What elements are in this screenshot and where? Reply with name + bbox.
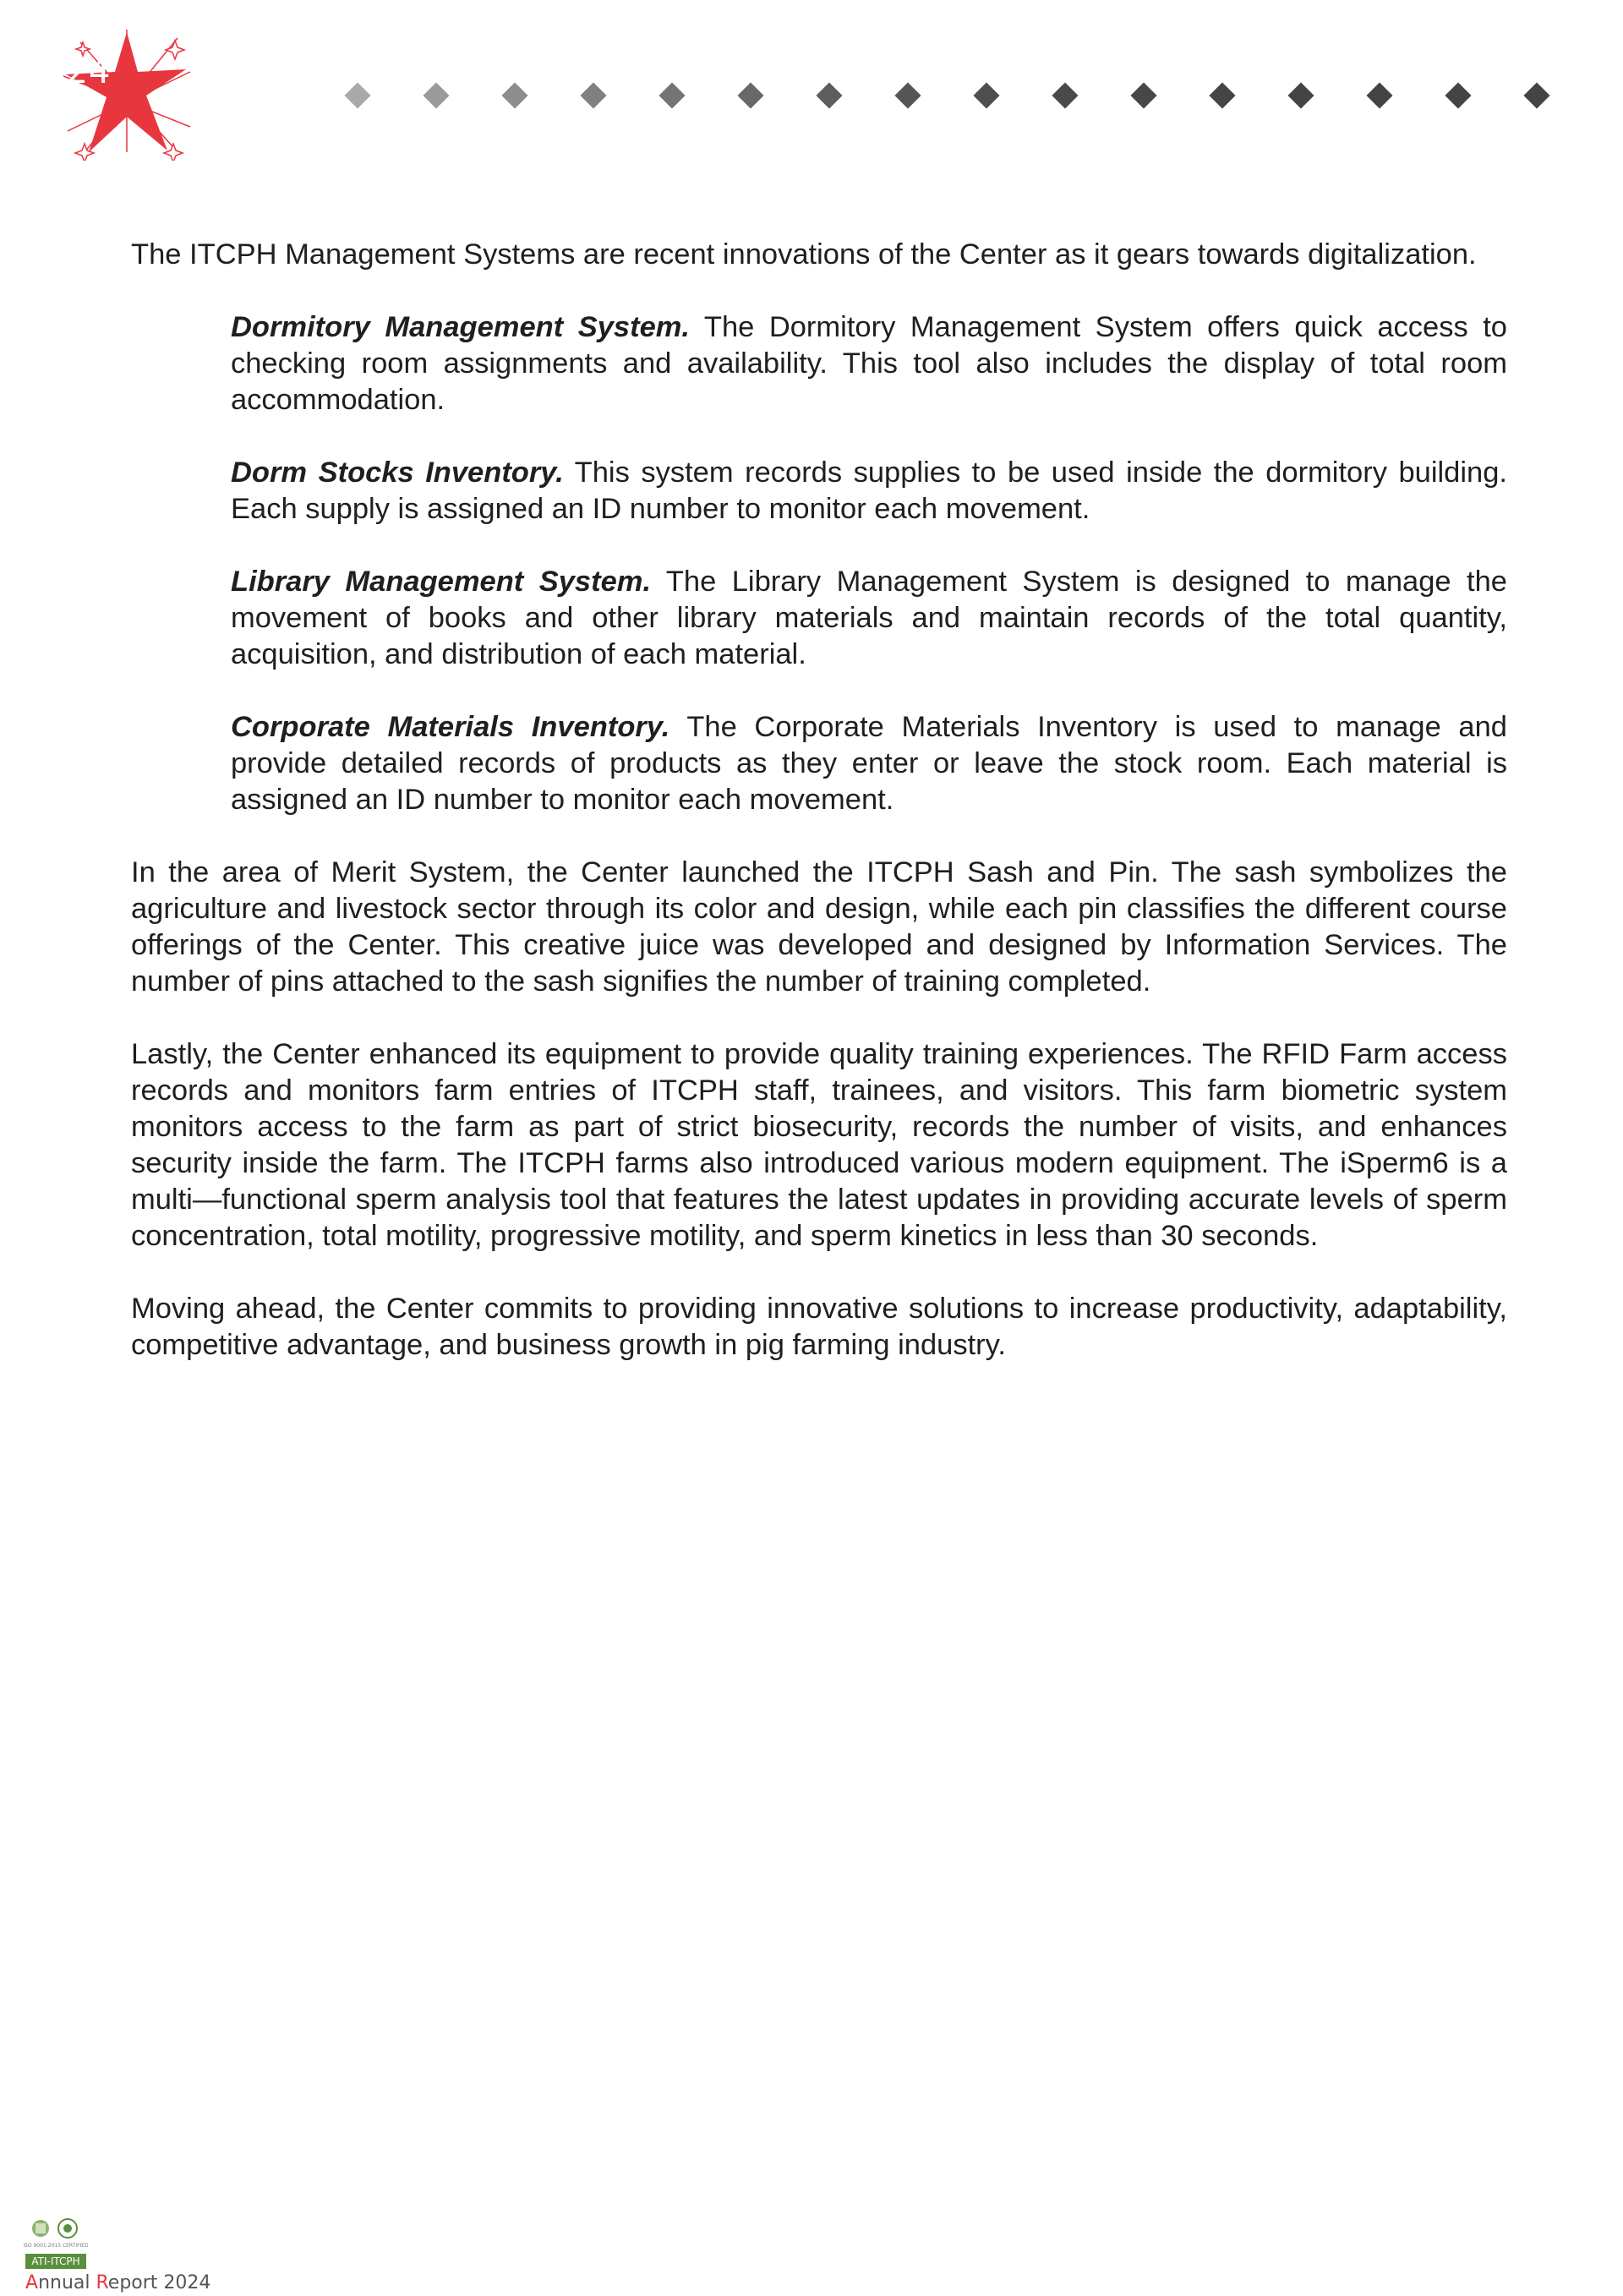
diamond-icon: [816, 82, 842, 108]
decorative-diamond-row: [348, 86, 1582, 112]
diamond-icon: [1523, 82, 1549, 108]
diamond-icon: [344, 82, 370, 108]
system-term: Library Management System.: [231, 566, 652, 598]
diamond-icon: [658, 82, 685, 108]
page-number: 24: [66, 52, 112, 91]
equipment-paragraph: Lastly, the Center enhanced its equipment to provide quality training experiences. The RFID Farm access records and monitors farm entries of ITCPH staff, trainees, and visitors. This farm biometric system monitors access to the farm as part of strict biosecurity, records the number of visits, and enhances security inside the farm. The ITCPH farms also introduced various modern equipment. The iSperm6 is a multi—functional sperm analysis tool that features the latest updates in providing accurate levels of sperm concentration, total motility, progressive motility, and sperm kinetics in less than 30 seconds.: [131, 1038, 1507, 1252]
diamond-icon: [1366, 82, 1392, 108]
diamond-icon: [1052, 82, 1078, 108]
closing-paragraph: Moving ahead, the Center commits to providing innovative solutions to increase productivity, adaptability, competitive advantage, and business growth in pig farming industry.: [131, 1293, 1507, 1361]
diamond-icon: [1209, 82, 1235, 108]
merit-system-paragraph: In the area of Merit System, the Center launched the ITCPH Sash and Pin. The sash symbolizes the agriculture and livestock sector through its color and design, while each pin classifies the different course offerings of the Center. This creative juice was developed and designed by Information Services. The number of pins attached to the sash signifies the number of training completed.: [131, 856, 1507, 998]
intro-paragraph: The ITCPH Management Systems are recent innovations of the Center as it gears towards digitalization.: [131, 238, 1477, 271]
ati-itcph-logo: [24, 2217, 88, 2272]
star-burst-icon: [59, 25, 194, 161]
system-description: The Library Management System is designed to manage the movement of books and other library materials and maintain records of the total quantity, acquisition, and distribution of each material.: [231, 566, 1507, 670]
diamond-icon: [737, 82, 763, 108]
report-title: Annual Report 2024: [25, 2272, 211, 2293]
logo-certification-text: ISO 9001:2015 CERTIFIED: [24, 2243, 88, 2249]
system-term: Corporate Materials Inventory.: [231, 711, 670, 743]
diamond-icon: [580, 82, 606, 108]
diamond-icon: [1130, 82, 1156, 108]
system-term: Dormitory Management System.: [231, 311, 691, 343]
system-description: The Dormitory Management System offers quick access to checking room assignments and availability. This tool also includes the display of total room accommodation.: [231, 311, 1507, 416]
page-number-badge: [59, 25, 194, 161]
system-term: Dorm Stocks Inventory.: [231, 456, 564, 489]
system-item-library: [231, 564, 1507, 673]
diamond-icon: [423, 82, 449, 108]
diamond-icon: [501, 82, 527, 108]
diamond-icon: [973, 82, 999, 108]
logo-label: ATI-ITCPH: [31, 2255, 80, 2267]
diamond-icon: [1445, 82, 1471, 108]
page-content: [131, 237, 1507, 1400]
system-item-dormitory: [231, 309, 1507, 418]
diamond-icon: [1287, 82, 1314, 108]
system-item-corporate-materials: [231, 709, 1507, 818]
system-item-dorm-stocks: [231, 455, 1507, 528]
system-description: The Corporate Materials Inventory is used to manage and provide detailed records of products as they enter or leave the stock room. Each material is assigned an ID number to monitor each movement.: [231, 711, 1507, 816]
system-description: This system records supplies to be used inside the dormitory building. Each supply is assigned an ID number to monitor each movement.: [231, 456, 1507, 525]
diamond-icon: [894, 82, 921, 108]
